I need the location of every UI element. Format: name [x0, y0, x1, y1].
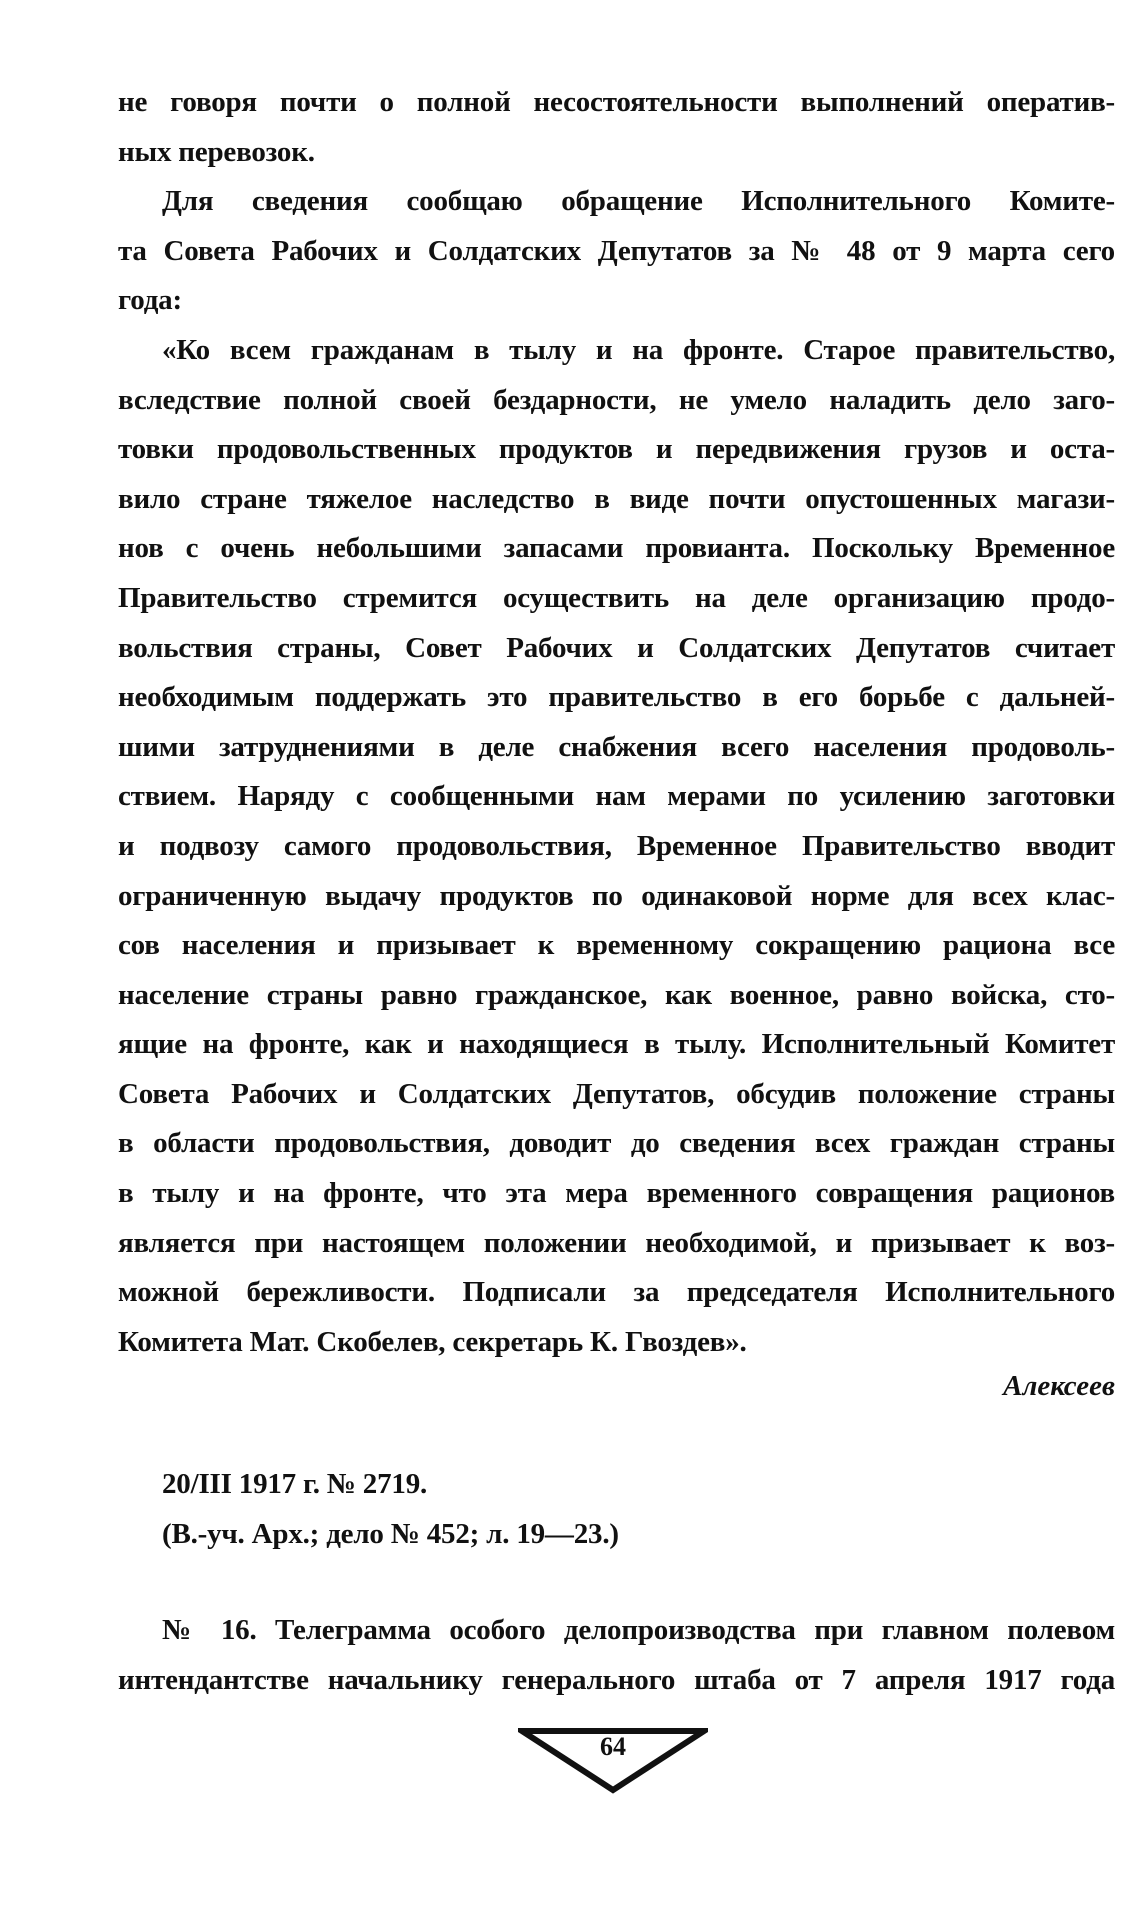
text-line: та Совета Рабочих и Солдатских Депутатов за № 48 от 9 марта сего — [118, 234, 1115, 267]
text-line: в тылу и на фронте, что эта мера временного совращения рационов — [118, 1177, 1115, 1210]
text-line: является при настоящем положении необходимой, и призывает к воз- — [118, 1226, 1115, 1259]
text-line: ограниченную выдачу продуктов по одинаковой норме для всех клас- — [118, 879, 1115, 912]
text-line: в области продовольствия, доводит до сведения всех граждан страны — [118, 1127, 1115, 1160]
text-line: и подвозу самого продовольствия, Временное Правительство вводит — [118, 829, 1115, 862]
text-line: шими затруднениями в деле снабжения всего населения продоволь- — [118, 730, 1115, 763]
text-line: не говоря почти о полной несостоятельности выполнений оператив- — [118, 86, 1115, 118]
archive-citation: (В.-уч. Арх.; дело № 452; л. 19—23.) — [162, 1517, 619, 1550]
text-line: население страны равно гражданское, как военное, равно войска, сто- — [118, 978, 1115, 1011]
text-line: Совета Рабочих и Солдатских Депутатов, обсудив положение страны — [118, 1077, 1115, 1110]
heading-line: № 16. Телеграмма особого делопроизводства при главном полевом — [162, 1614, 1115, 1646]
text-line: необходимым поддержать это правительство в его борьбе с дальней- — [118, 681, 1115, 714]
text-line: «Ко всем гражданам в тылу и на фронте. Старое правительство, — [162, 333, 1115, 366]
text-line: нов с очень небольшими запасами провианта. Поскольку Временное — [118, 532, 1115, 565]
text-line: Правительство стремится осуществить на деле организацию продо- — [118, 581, 1115, 614]
text-line: можной бережливости. Подписали за председателя Исполнительного — [118, 1276, 1115, 1309]
text-line: года: — [118, 284, 182, 317]
text-line: ных перевозок. — [118, 135, 315, 168]
page-number — [518, 1728, 708, 1794]
text-line: товки продовольственных продуктов и передвижения грузов и оста- — [118, 433, 1115, 466]
next-document-heading — [118, 1606, 1115, 1705]
heading-line: интендантстве начальнику генерального штаба от 7 апреля 1917 года — [118, 1663, 1115, 1696]
page-number-text: 64 — [600, 1732, 626, 1761]
archive-reference — [118, 1460, 1115, 1559]
text-line: вольствия страны, Совет Рабочих и Солдатских Депутатов считает — [118, 631, 1115, 664]
text-line: вследствие полной своей бездарности, не умело наладить дело заго- — [118, 383, 1115, 416]
text-line: ящие на фронте, как и находящиеся в тылу. Исполнительный Комитет — [118, 1028, 1115, 1061]
text-line: ствием. Наряду с сообщенными нам мерами по усилению заготовки — [118, 780, 1115, 813]
date-number: 20/III 1917 г. № 2719. — [162, 1468, 428, 1500]
text-line: Комитета Мат. Скобелев, секретарь К. Гвоздев». — [118, 1325, 747, 1358]
text-line: Для сведения сообщаю обращение Исполнительного Комите- — [162, 185, 1115, 218]
document-body — [118, 78, 1115, 1367]
text-line: вило стране тяжелое наследство в виде почти опустошенных магази- — [118, 482, 1115, 515]
text-line: сов населения и призывает к временному сокращению рациона все — [118, 929, 1115, 962]
signature: Алексеев — [1003, 1370, 1115, 1402]
